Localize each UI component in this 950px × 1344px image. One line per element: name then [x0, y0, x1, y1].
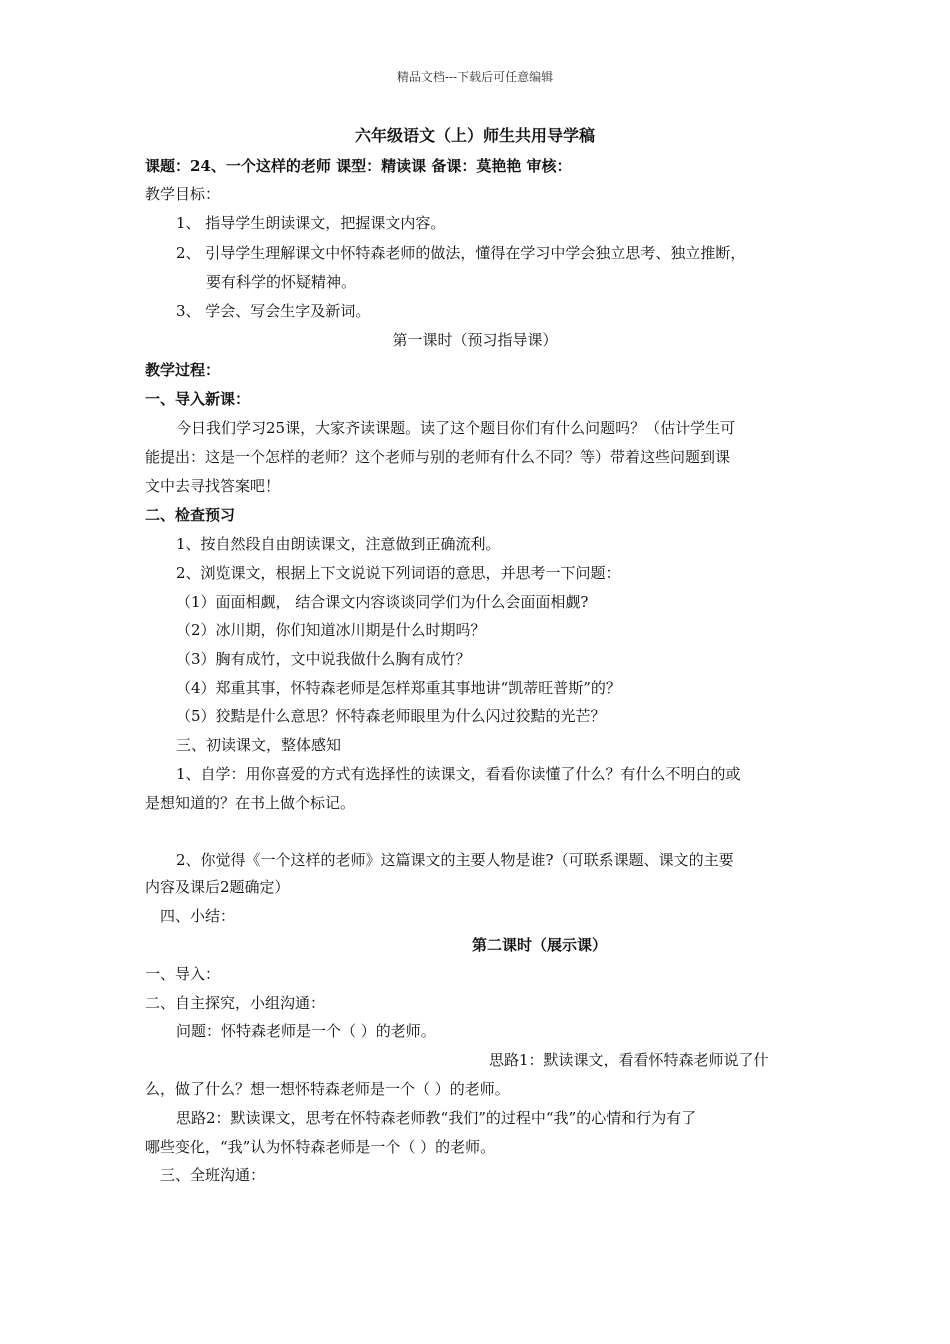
vocab-question: （5）狡黠是什么意思？怀特森老师眼里为什么闪过狡黠的光芒？ — [176, 707, 606, 725]
read-line: 是想知道的？在书上做个标记。 — [145, 794, 356, 812]
vocab-question: （1）面面相觑， 结合课文内容谈谈同学们为什么会面面相觑? — [176, 593, 589, 611]
objective-item: 3、 学会、写会生字及新词。 — [176, 302, 371, 320]
objective-item: 1、 指导学生朗读课文，把握课文内容。 — [176, 214, 446, 232]
lesson2-line: 问题：怀特森老师是一个（ ）的老师。 — [176, 1022, 436, 1040]
lesson2-line: 哪些变化，“我”认为怀特森老师是一个（ ）的老师。 — [145, 1138, 496, 1156]
process-heading: 教学过程： — [145, 361, 221, 379]
vocab-question: （4）郑重其事，怀特森老师是怎样郑重其事地讲“凯蒂旺普斯”的？ — [176, 679, 621, 697]
lesson2-line: 二、自主探究，小组沟通： — [145, 994, 326, 1012]
lesson2-heading: 第二课时（展示课） — [472, 936, 608, 954]
lesson1-heading: 第一课时（预习指导课） — [392, 331, 558, 349]
page-header: 精品文档---下载后可任意编辑 — [396, 70, 554, 84]
read-line: 2、你觉得《一个这样的老师》这篇课文的主要人物是谁?（可联系课题、课文的主要 — [176, 851, 734, 869]
vocab-question: （3）胸有成竹，文中说我做什么胸有成竹？ — [176, 650, 471, 668]
vocab-question: （2）冰川期，你们知道冰川期是什么时期吗？ — [176, 621, 486, 639]
check-line: 1、按自然段自由朗读课文，注意做到正确流利。 — [176, 535, 501, 553]
lesson2-line: 思路2：默读课文，思考在怀特森老师教“我们”的过程中“我”的心情和行为有了 — [176, 1109, 697, 1127]
intro-line: 今日我们学习25课，大家齐读课题。读了这个题目你们有什么问题吗？（估计学生可 — [176, 419, 736, 437]
read-line: 内容及课后2题确定） — [145, 878, 290, 896]
check-heading: 二、检查预习 — [145, 506, 236, 524]
lesson2-line: 一、导入： — [145, 965, 221, 983]
check-line: 2、浏览课文，根据上下文说说下列词语的意思，并思考一下问题： — [176, 564, 621, 582]
intro-heading: 一、导入新课： — [145, 390, 251, 408]
lesson2-line: 思路1：默读课文，看看怀特森老师说了什 — [489, 1051, 769, 1069]
document-title: 六年级语文（上）师生共用导学稿 — [354, 126, 595, 145]
lesson-meta: 课题：24、一个这样的老师 课型：精读课 备课：莫艳艳 审核： — [145, 157, 572, 175]
objectives-heading: 教学目标： — [145, 185, 221, 203]
objective-item: 2、 引导学生理解课文中怀特森老师的做法，懂得在学习中学会独立思考、独立推断， — [176, 244, 746, 262]
objective-item-continued: 要有科学的怀疑精神。 — [206, 273, 357, 291]
intro-line: 能提出：这是一个怎样的老师？这个老师与别的老师有什么不同？等）带着这些问题到课 — [145, 448, 731, 466]
lesson2-line: 三、全班沟通： — [160, 1166, 266, 1184]
read-line: 1、自学：用你喜爱的方式有选择性的读课文，看看你读懂了什么？有什么不明白的或 — [176, 765, 741, 783]
summary-heading: 四、小结： — [160, 907, 236, 925]
intro-line: 文中去寻找答案吧！ — [145, 477, 281, 495]
lesson2-line: 么，做了什么？想一想怀特森老师是一个（ ）的老师。 — [145, 1080, 510, 1098]
read-heading: 三、初读课文，整体感知 — [176, 736, 342, 754]
